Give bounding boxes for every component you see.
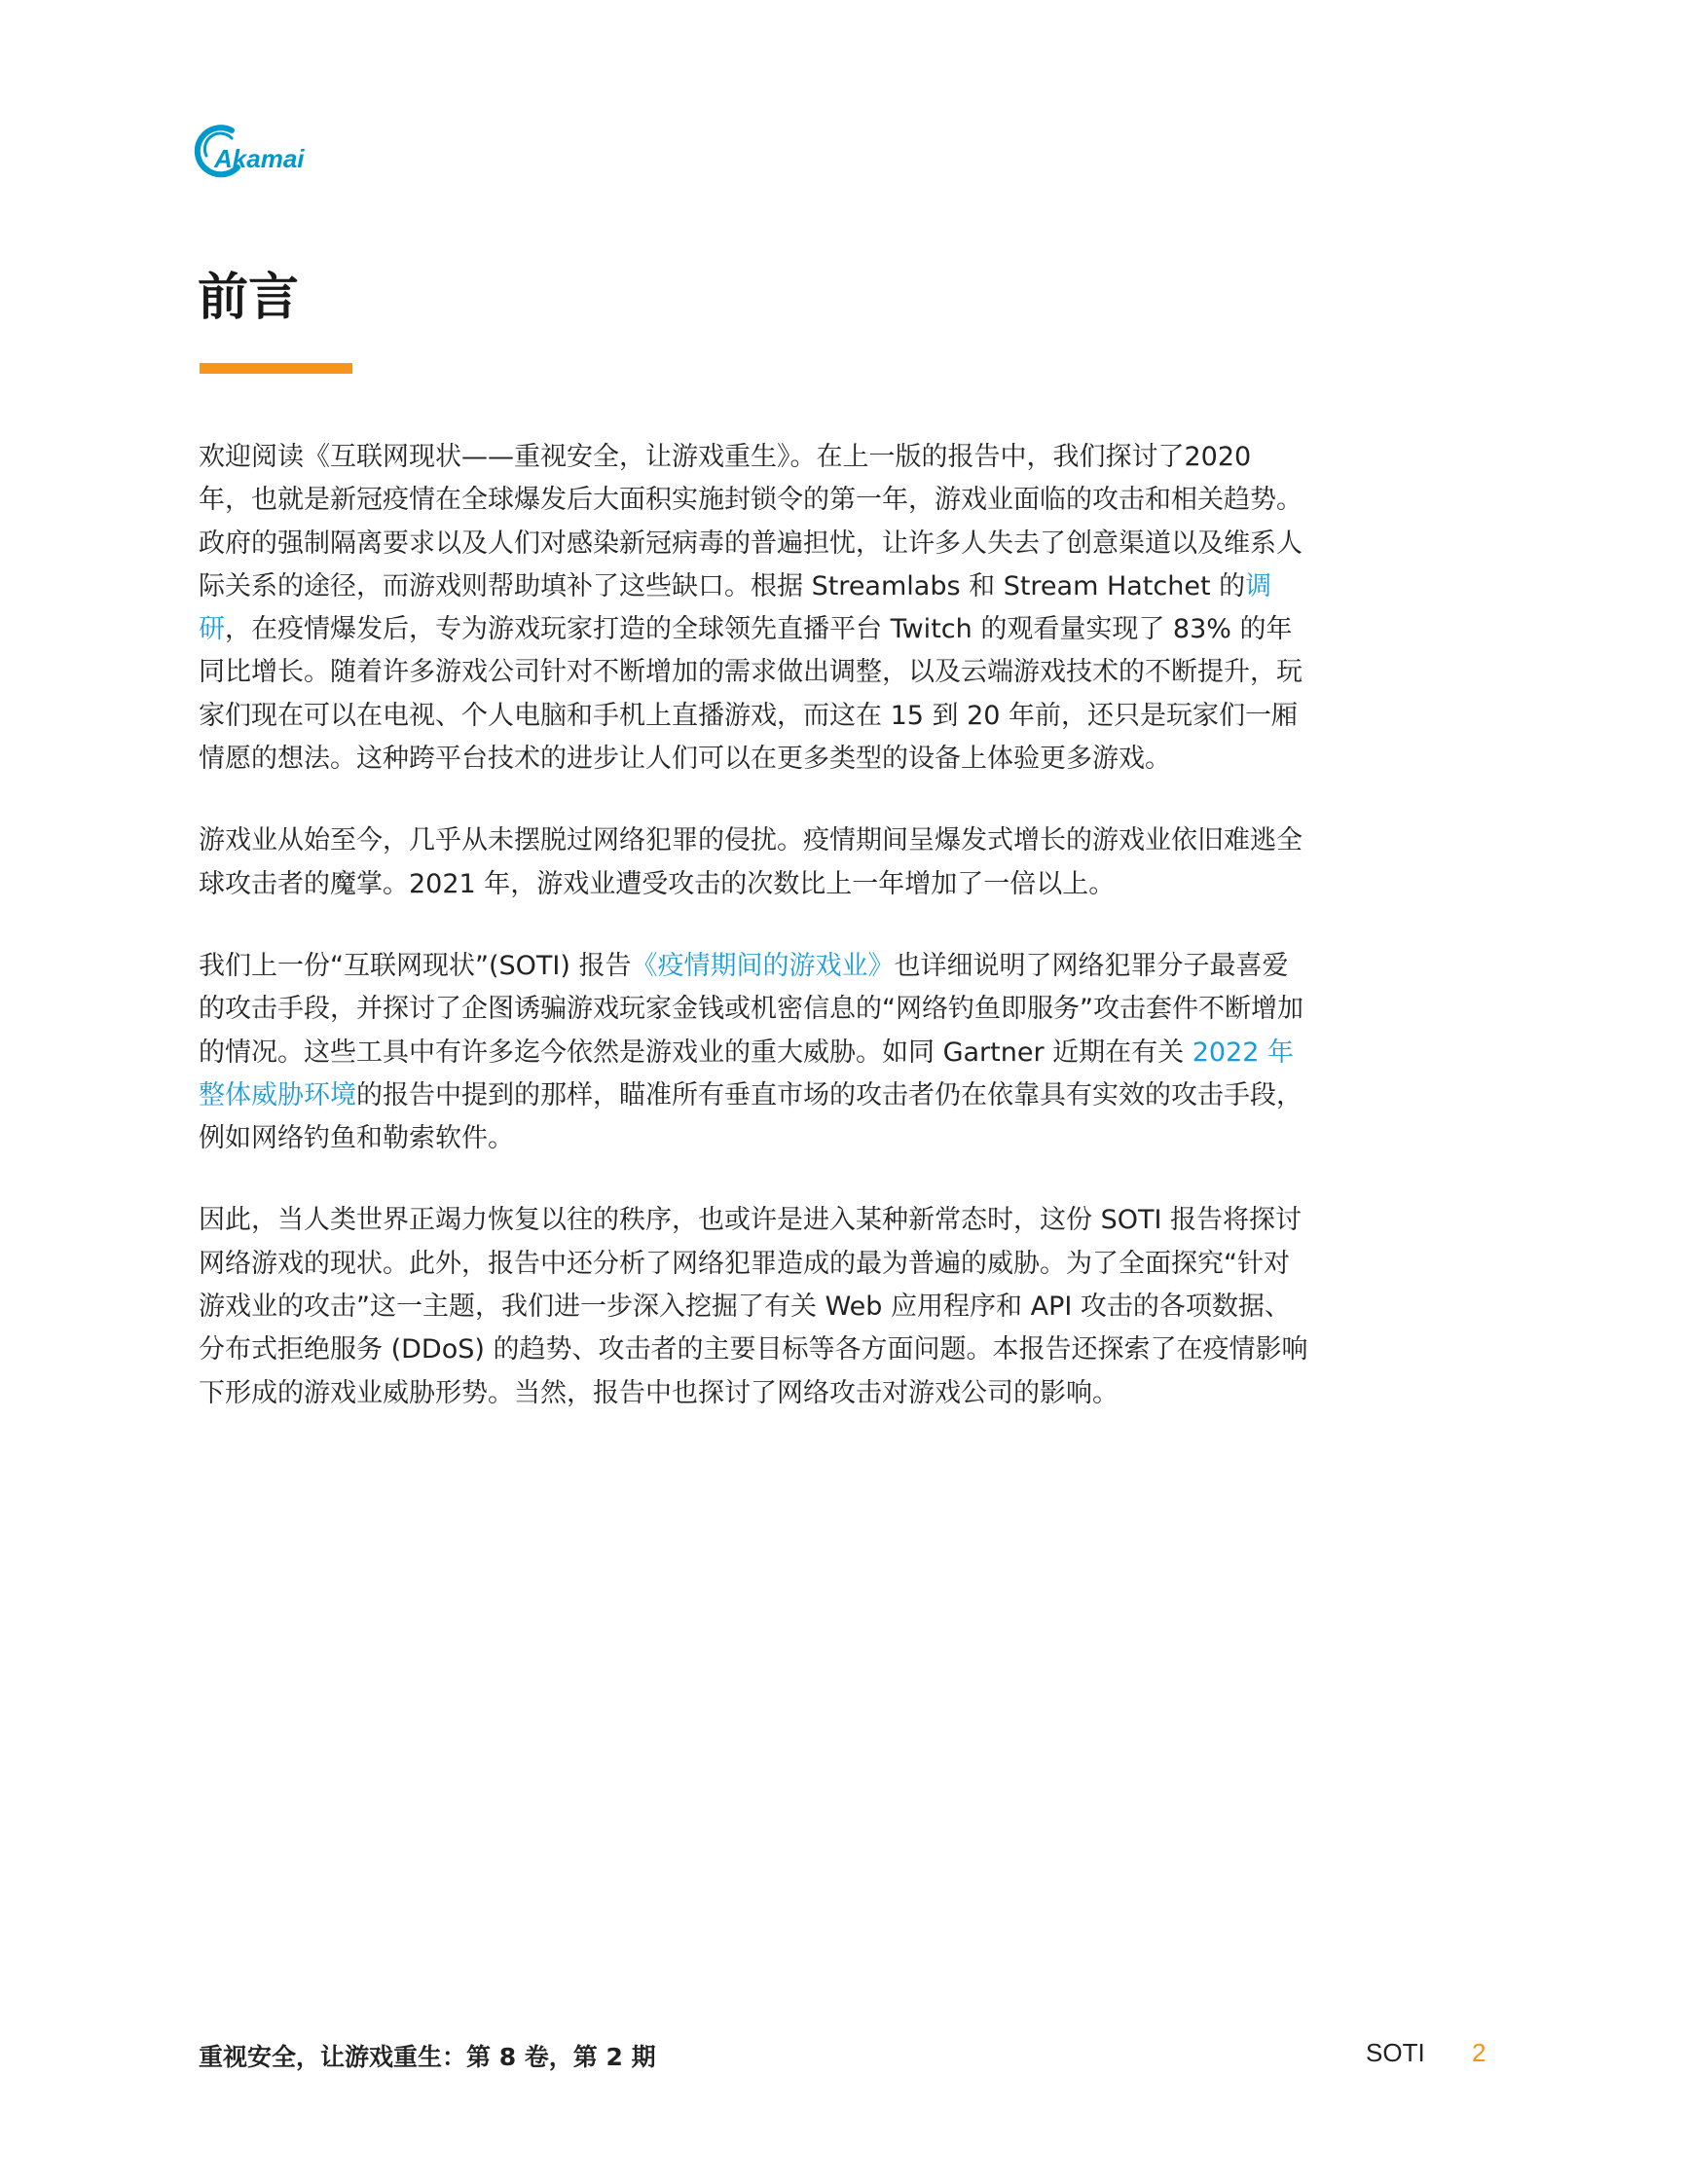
paragraph-text: ，在疫情爆发后，专为游戏玩家打造的全球领先直播平台 Twitch 的观看量实现了 83% 的年同比增长。随着许多游戏公司针对不断增加的需求做出调整，以及云端游戏技术的不断提升，玩家们现在可以在电视、个人电脑和手机上直播游戏，而这在 15 到 20 年前，还只是玩家们一厢情愿的想法。这种跨平台技术的进步让人们可以在更多类型的设备上体验更多游戏。: [199, 614, 1303, 775]
inline-link[interactable]: 调研: [199, 570, 1272, 645]
body-paragraph: [199, 819, 1308, 906]
paragraph-text: 我们上一份“互联网现状”(SOTI) 报告: [199, 950, 632, 981]
footer-label: SOTI: [1366, 2038, 1425, 2067]
body-content: [199, 436, 1308, 1454]
page-title: 前言: [198, 269, 300, 327]
inline-link[interactable]: 2022 年整体威胁环境: [199, 1037, 1295, 1110]
paragraph-text: 游戏业从始至今，几乎从未摆脱过网络犯罪的侵扰。疫情期间呈爆发式增长的游戏业依旧难逃全球攻击者的魔掌。2021 年，游戏业遭受攻击的次数比上一年增加了一倍以上。: [199, 825, 1303, 899]
paragraph-text: 的报告中提到的那样，瞄准所有垂直市场的攻击者仍在依靠具有实效的攻击手段，例如网络钓鱼和勒索软件。: [199, 1079, 1303, 1154]
body-paragraph: [199, 945, 1308, 1160]
paragraph-text: 欢迎阅读《互联网现状——重视安全，让游戏重生》。在上一版的报告中，我们探讨了2020 年，也就是新冠疫情在全球爆发后大面积实施封锁令的第一年，游戏业面临的攻击和相关趋势。政府的强制隔离要求以及人们对感染新冠病毒的普遍担忧，让许多人失去了创意渠道以及维系人际关系的途径，而游戏则帮助填补了这些缺口。根据 Streamlabs 和 Stream Hatchet 的: [199, 442, 1303, 601]
body-paragraph: [199, 436, 1308, 781]
inline-link[interactable]: 《疫情期间的游戏业》: [631, 950, 895, 981]
paragraph-text: 也详细说明了网络犯罪分子最喜爱的攻击手段，并探讨了企图诱骗游戏玩家金钱或机密信息的“网络钓鱼即服务”攻击套件不断增加的情况。这些工具中有许多迄今依然是游戏业的重大威胁。如同 Gartner 近期在有关: [199, 950, 1303, 1068]
paragraph-text: 因此，当人类世界正竭力恢复以往的秩序，也或许是进入某种新常态时，这份 SOTI 报告将探讨网络游戏的现状。此外，报告中还分析了网络犯罪造成的最为普遍的威胁。为了全面探究“针对游戏业的攻击”这一主题，我们进一步深入挖掘了有关 Web 应用程序和 API 攻击的各项数据、分布式拒绝服务 (DDoS) 的趋势、攻击者的主要目标等各方面问题。本报告还探索了在疫情影响下形成的游戏业威胁形势。当然，报告中也探讨了网络攻击对游戏公司的影响。: [199, 1205, 1308, 1408]
akamai-logo: [193, 123, 329, 181]
footer-doc-title: 重视安全，让游戏重生：第 8 卷，第 2 期: [199, 2043, 656, 2071]
logo-wordmark: Akamai: [214, 144, 305, 173]
body-paragraph: [199, 1199, 1308, 1414]
title-underline: [200, 363, 352, 374]
page-number: 2: [1472, 2038, 1486, 2067]
